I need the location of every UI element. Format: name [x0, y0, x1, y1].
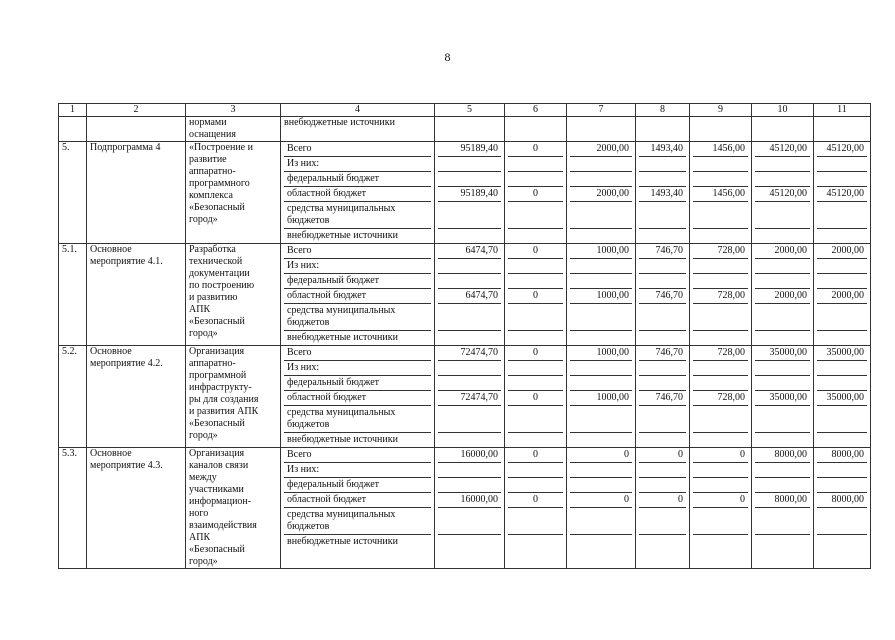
- funding-value: [817, 376, 867, 391]
- funding-value: [755, 463, 810, 478]
- column-header: 1: [59, 104, 87, 117]
- funding-value: [508, 433, 563, 448]
- funding-value: 16000,00: [438, 448, 501, 463]
- funding-value: [508, 508, 563, 535]
- funding-value: [639, 202, 686, 229]
- funding-value-cell: [636, 244, 690, 346]
- funding-value: 728,00: [693, 244, 748, 259]
- funding-value: 45120,00: [755, 187, 810, 202]
- funding-value: 0: [570, 448, 632, 463]
- funding-value: [639, 274, 686, 289]
- funding-value: [639, 304, 686, 331]
- funding-value-cell: [435, 142, 505, 244]
- column-header: 4: [281, 104, 435, 117]
- funding-value: [755, 331, 810, 346]
- funding-value: [755, 259, 810, 274]
- column-header: 7: [567, 104, 636, 117]
- funding-value: [438, 259, 501, 274]
- funding-value: [817, 406, 867, 433]
- funding-value: [755, 508, 810, 535]
- funding-value-cell: [567, 244, 636, 346]
- funding-value: [508, 361, 563, 376]
- column-header: 8: [636, 104, 690, 117]
- funding-value: 72474,70: [438, 346, 501, 361]
- funding-source-label: федеральный бюджет: [284, 376, 431, 391]
- funding-source-cell: [281, 142, 435, 244]
- funding-value: [508, 406, 563, 433]
- funding-value: 0: [508, 289, 563, 304]
- funding-value: [570, 463, 632, 478]
- funding-value: [508, 478, 563, 493]
- funding-source-label: областной бюджет: [284, 493, 431, 508]
- funding-value: [693, 478, 748, 493]
- funding-value: [570, 478, 632, 493]
- funding-value-cell: [690, 142, 752, 244]
- funding-value: 2000,00: [570, 187, 632, 202]
- funding-value: [570, 229, 632, 244]
- funding-value: [693, 304, 748, 331]
- funding-value: [570, 331, 632, 346]
- funding-value: [438, 508, 501, 535]
- funding-value: [438, 274, 501, 289]
- funding-value-cell: [636, 346, 690, 448]
- financing-table: [58, 103, 871, 569]
- funding-value: [438, 406, 501, 433]
- funding-value: 35000,00: [755, 346, 810, 361]
- continuation-description: нормами оснащения: [186, 117, 281, 142]
- funding-value: [755, 535, 810, 550]
- funding-value: [508, 463, 563, 478]
- funding-source-cell: [281, 244, 435, 346]
- funding-value-cell: [567, 448, 636, 569]
- funding-value: [693, 259, 748, 274]
- program-description: Разработка технической документации по построению и развитию АПК «Безопасный город»: [186, 244, 281, 346]
- funding-value: [508, 535, 563, 550]
- funding-value: 2000,00: [755, 244, 810, 259]
- program-description: «Построение и развитие аппаратно- программного комплекса «Безопасный город»: [186, 142, 281, 244]
- funding-value: 95189,40: [438, 187, 501, 202]
- funding-value: 1000,00: [570, 346, 632, 361]
- funding-value: 1493,40: [639, 187, 686, 202]
- funding-source-label: Из них:: [284, 463, 431, 478]
- funding-value-cell: [505, 142, 567, 244]
- funding-value: [755, 274, 810, 289]
- funding-value: [755, 304, 810, 331]
- funding-value-cell: [505, 346, 567, 448]
- funding-value: [570, 202, 632, 229]
- funding-value: 35000,00: [817, 346, 867, 361]
- funding-value: [817, 229, 867, 244]
- funding-value: [508, 172, 563, 187]
- funding-source-cell: [281, 448, 435, 569]
- funding-value: 728,00: [693, 391, 748, 406]
- funding-value: [817, 274, 867, 289]
- funding-value: [693, 331, 748, 346]
- funding-value: [438, 535, 501, 550]
- row-number: 5.2.: [59, 346, 87, 448]
- funding-value: 95189,40: [438, 142, 501, 157]
- funding-source-label: внебюджетные источники: [287, 332, 398, 343]
- funding-value-cell: [435, 346, 505, 448]
- funding-value: 728,00: [693, 346, 748, 361]
- funding-value: 8000,00: [817, 448, 867, 463]
- header-row: [59, 104, 871, 117]
- program-name: Подпрограмма 4: [87, 142, 186, 244]
- funding-value: [693, 157, 748, 172]
- funding-value: [639, 478, 686, 493]
- row-number: 5.: [59, 142, 87, 244]
- funding-value-cell: [567, 346, 636, 448]
- funding-value-cell: [690, 346, 752, 448]
- funding-source-label: средства муниципальных бюджетов: [284, 202, 431, 229]
- funding-source-cell: [281, 346, 435, 448]
- funding-value: 45120,00: [817, 142, 867, 157]
- funding-value: [817, 304, 867, 331]
- funding-source-label: средства муниципальных бюджетов: [284, 406, 431, 433]
- funding-value: 6474,70: [438, 289, 501, 304]
- funding-value: [693, 433, 748, 448]
- funding-value: 2000,00: [817, 244, 867, 259]
- column-header: 3: [186, 104, 281, 117]
- funding-value: 746,70: [639, 346, 686, 361]
- funding-source-label: федеральный бюджет: [284, 172, 431, 187]
- funding-value-cell: [752, 244, 814, 346]
- funding-value: 0: [508, 187, 563, 202]
- funding-value: 2000,00: [755, 289, 810, 304]
- program-name: Основное мероприятие 4.1.: [87, 244, 186, 346]
- funding-value: [570, 508, 632, 535]
- program-description: Организация каналов связи между участниками информацион- ного взаимодействия АПК «Безопасный город»: [186, 448, 281, 569]
- funding-value: 0: [693, 493, 748, 508]
- funding-value: [817, 478, 867, 493]
- funding-value-cell: [814, 244, 871, 346]
- funding-value: [508, 376, 563, 391]
- column-header: 2: [87, 104, 186, 117]
- funding-source-label: областной бюджет: [284, 187, 431, 202]
- funding-source-label: Всего: [284, 346, 431, 361]
- funding-value-cell: [752, 346, 814, 448]
- funding-value: [755, 229, 810, 244]
- funding-value: [570, 172, 632, 187]
- funding-value: [508, 157, 563, 172]
- funding-value: 6474,70: [438, 244, 501, 259]
- funding-value: [570, 259, 632, 274]
- funding-value-cell: [636, 448, 690, 569]
- funding-value: [817, 361, 867, 376]
- column-header: 9: [690, 104, 752, 117]
- table-row: [59, 244, 871, 346]
- funding-value: 0: [693, 448, 748, 463]
- funding-value: 0: [639, 493, 686, 508]
- funding-value: [755, 478, 810, 493]
- program-name: Основное мероприятие 4.2.: [87, 346, 186, 448]
- funding-value: [508, 331, 563, 346]
- row-number: 5.1.: [59, 244, 87, 346]
- funding-source-label: внебюджетные источники: [287, 434, 398, 445]
- funding-value: 746,70: [639, 289, 686, 304]
- funding-source-label: Всего: [284, 448, 431, 463]
- funding-value: [693, 274, 748, 289]
- funding-value: [639, 433, 686, 448]
- funding-value: [817, 157, 867, 172]
- funding-value: 35000,00: [817, 391, 867, 406]
- continuation-source: внебюджетные источники: [281, 117, 435, 142]
- funding-value-cell: [435, 244, 505, 346]
- funding-value: [693, 463, 748, 478]
- funding-value: [570, 535, 632, 550]
- funding-value: 16000,00: [438, 493, 501, 508]
- funding-source-label: Из них:: [284, 157, 431, 172]
- funding-value: [438, 304, 501, 331]
- funding-value: 746,70: [639, 391, 686, 406]
- funding-value: [570, 433, 632, 448]
- column-header: 6: [505, 104, 567, 117]
- funding-value: [639, 259, 686, 274]
- funding-value: [438, 172, 501, 187]
- funding-value: 728,00: [693, 289, 748, 304]
- funding-source-label: Всего: [284, 142, 431, 157]
- funding-value: 0: [508, 448, 563, 463]
- funding-value: [570, 304, 632, 331]
- funding-value: [755, 361, 810, 376]
- funding-value: [817, 202, 867, 229]
- funding-value-cell: [690, 448, 752, 569]
- funding-source-label: Всего: [284, 244, 431, 259]
- funding-value: [570, 157, 632, 172]
- funding-value-cell: [814, 346, 871, 448]
- funding-value: [693, 406, 748, 433]
- funding-value: 0: [508, 391, 563, 406]
- funding-value: 2000,00: [817, 289, 867, 304]
- funding-value: [570, 361, 632, 376]
- funding-value: [817, 172, 867, 187]
- funding-value: [639, 463, 686, 478]
- funding-value: [693, 376, 748, 391]
- funding-value-cell: [435, 448, 505, 569]
- funding-value: [570, 376, 632, 391]
- funding-source-label: внебюджетные источники: [287, 230, 398, 241]
- continuation-row: [59, 117, 871, 142]
- funding-value: 72474,70: [438, 391, 501, 406]
- funding-value: [508, 274, 563, 289]
- funding-value: 1000,00: [570, 244, 632, 259]
- funding-value: 0: [639, 448, 686, 463]
- funding-value: [755, 376, 810, 391]
- funding-value: 0: [508, 493, 563, 508]
- table-row: [59, 448, 871, 569]
- funding-value: [817, 535, 867, 550]
- funding-source-label: Из них:: [284, 361, 431, 376]
- funding-value: [755, 202, 810, 229]
- funding-value: [693, 361, 748, 376]
- funding-source-label: средства муниципальных бюджетов: [284, 304, 431, 331]
- funding-value: [438, 478, 501, 493]
- program-name: Основное мероприятие 4.3.: [87, 448, 186, 569]
- funding-value: 1000,00: [570, 289, 632, 304]
- funding-value: [639, 376, 686, 391]
- funding-value-cell: [567, 142, 636, 244]
- funding-value: [639, 229, 686, 244]
- funding-value-cell: [752, 142, 814, 244]
- funding-value: [817, 508, 867, 535]
- funding-value: [639, 508, 686, 535]
- funding-value: [508, 259, 563, 274]
- funding-value: [438, 361, 501, 376]
- funding-value-cell: [690, 244, 752, 346]
- funding-value: 0: [570, 493, 632, 508]
- funding-value: 8000,00: [817, 493, 867, 508]
- funding-source-label: федеральный бюджет: [284, 274, 431, 289]
- funding-value: [755, 406, 810, 433]
- table-row: [59, 142, 871, 244]
- funding-value: [755, 157, 810, 172]
- funding-source-label: внебюджетные источники: [287, 536, 398, 547]
- column-header: 11: [814, 104, 871, 117]
- funding-value: 35000,00: [755, 391, 810, 406]
- funding-value: [817, 331, 867, 346]
- funding-value: [508, 202, 563, 229]
- funding-value: 0: [508, 244, 563, 259]
- funding-source-label: федеральный бюджет: [284, 478, 431, 493]
- funding-value-cell: [636, 142, 690, 244]
- funding-value: [438, 157, 501, 172]
- table-row: [59, 346, 871, 448]
- funding-value: 8000,00: [755, 448, 810, 463]
- funding-value: 1000,00: [570, 391, 632, 406]
- funding-value: [570, 406, 632, 433]
- funding-value: 1456,00: [693, 142, 748, 157]
- funding-source-label: Из них:: [284, 259, 431, 274]
- funding-value: 0: [508, 346, 563, 361]
- funding-value: [438, 202, 501, 229]
- funding-value: [755, 433, 810, 448]
- funding-value: [438, 229, 501, 244]
- funding-value: 1456,00: [693, 187, 748, 202]
- program-description: Организация аппаратно- программной инфраструкту- ры для создания и развития АПК «Безопасный город»: [186, 346, 281, 448]
- funding-value: [693, 229, 748, 244]
- funding-source-label: средства муниципальных бюджетов: [284, 508, 431, 535]
- funding-source-label: областной бюджет: [284, 391, 431, 406]
- funding-value: [693, 508, 748, 535]
- funding-value: [639, 535, 686, 550]
- column-header: 10: [752, 104, 814, 117]
- funding-value: [438, 376, 501, 391]
- funding-value: [639, 172, 686, 187]
- funding-value: [639, 361, 686, 376]
- funding-value-cell: [814, 142, 871, 244]
- funding-value: 2000,00: [570, 142, 632, 157]
- funding-value: 1493,40: [639, 142, 686, 157]
- funding-value: [693, 202, 748, 229]
- funding-value-cell: [505, 244, 567, 346]
- funding-value: [639, 331, 686, 346]
- funding-value: [438, 331, 501, 346]
- funding-value: 0: [508, 142, 563, 157]
- row-number: 5.3.: [59, 448, 87, 569]
- funding-value: 8000,00: [755, 493, 810, 508]
- funding-value: 45120,00: [817, 187, 867, 202]
- funding-value: 45120,00: [755, 142, 810, 157]
- funding-value: [755, 172, 810, 187]
- funding-value: [817, 259, 867, 274]
- funding-value: [639, 157, 686, 172]
- funding-value: [508, 229, 563, 244]
- funding-value-cell: [814, 448, 871, 569]
- page-number: 8: [444, 50, 451, 64]
- funding-value-cell: [752, 448, 814, 569]
- funding-value: [570, 274, 632, 289]
- funding-source-label: областной бюджет: [284, 289, 431, 304]
- column-header: 5: [435, 104, 505, 117]
- funding-value: [639, 406, 686, 433]
- funding-value: [817, 433, 867, 448]
- funding-value: [508, 304, 563, 331]
- funding-value: [438, 433, 501, 448]
- funding-value: [817, 463, 867, 478]
- funding-value: 746,70: [639, 244, 686, 259]
- funding-value: [693, 172, 748, 187]
- funding-value-cell: [505, 448, 567, 569]
- funding-value: [693, 535, 748, 550]
- funding-value: [438, 463, 501, 478]
